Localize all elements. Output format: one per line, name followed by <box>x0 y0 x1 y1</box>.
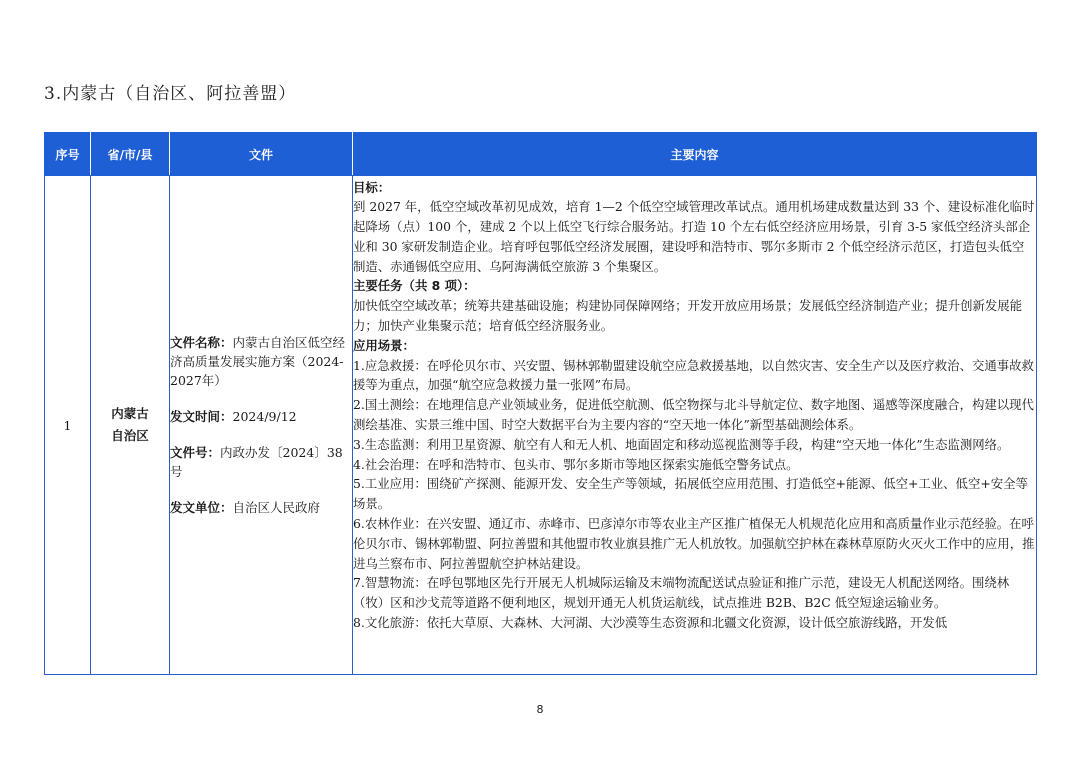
scene-land-surveying: 2.国土测绘：在地理信息产业领域业务，促进低空航测、低空物探与北斗导航定位、数字地图、遥感等深度融合，构建以现代测绘基准、实景三维中国、时空大数据平台为主要内容的“空天地一体化”新型基础测绘体系。 <box>353 397 1034 433</box>
table-header-row <box>45 133 1037 176</box>
file-name-label: 文件名称： <box>170 335 233 350</box>
scene-culture-tourism: 8.文化旅游：依托大草原、大森林、大河湖、大沙漠等生态资源和北疆文化资源，设计低空旅游线路，开发低 <box>353 615 948 631</box>
scene-smart-logistics: 7.智慧物流：在呼包鄂地区先行开展无人机城际运输及末端物流配送试点验证和推广示范，建设无人机配送网络。围绕林（牧）区和沙戈荒等道路不便利地区，规划开通无人机货运航线，试点推进 B2B、B2C 低空短途运输业务。 <box>353 575 1010 611</box>
header-main-content: 主要内容 <box>353 133 1037 176</box>
province-line-1: 内蒙古 <box>111 406 149 421</box>
scenes-heading: 应用场景： <box>353 337 415 353</box>
main-content-cell <box>353 176 1037 675</box>
section-title: 3.内蒙古（自治区、阿拉善盟） <box>44 84 297 104</box>
main-content <box>353 178 1036 673</box>
header-file: 文件 <box>170 133 353 176</box>
scene-eco-monitoring: 3.生态监测：利用卫星资源、航空有人和无人机、地面固定和移动巡视监测等手段，构建“空天地一体化”生态监测网络。 <box>353 436 1010 452</box>
file-issuer-block <box>170 498 352 517</box>
scene-social-governance: 4.社会治理：在呼和浩特市、包头市、鄂尔多斯市等地区探索实施低空警务试点。 <box>353 456 799 472</box>
file-date-block <box>170 407 352 426</box>
row-number: 1 <box>45 176 91 675</box>
header-no: 序号 <box>45 133 91 176</box>
file-name-block <box>170 333 352 390</box>
tasks-heading: 主要任务（共 8 项）： <box>353 278 476 294</box>
scene-agri-forestry: 6.农林作业：在兴安盟、通辽市、赤峰市、巴彦淖尔市等农业主产区推广植保无人机规范化应用和高质量作业示范经验。在呼伦贝尔市、锡林郭勒盟、阿拉善盟和其他盟市牧业旗县推广无人机放牧。加强航空护林在森林草原防火灭火工作中的应用，推进乌兰察布市、阿拉善盟航空护林站建设。 <box>353 516 1035 571</box>
goals-text: 到 2027 年，低空空域改革初见成效，培育 1—2 个低空空域管理改革试点。通用机场建成数量达到 33 个、建设标准化临时起降场（点）100 个，建成 2 个以上低空飞行综合服务站。打造 10 个左右低空经济应用场景，引育 3-5 家低空经济头部企业和 30 家研发制造企业。培育呼包鄂低空经济发展圈，建设呼和浩特市、鄂尔多斯市 2 个低空经济示范区，打造包头低空制造、赤通锡低空应用、乌阿海满低空旅游 3 个集聚区。 <box>353 199 1035 274</box>
table-row <box>45 176 1037 675</box>
file-cell <box>170 176 353 675</box>
scene-emergency-rescue: 1.应急救援：在呼伦贝尔市、兴安盟、锡林郭勒盟建设航空应急救援基地，以自然灾害、安全生产以及医疗救治、交通事故救援等为重点，加强“航空应急救援力量一张网”布局。 <box>353 357 1034 393</box>
policy-table <box>44 132 1037 675</box>
file-issuer-label: 发文单位： <box>170 500 233 515</box>
file-number-block <box>170 443 352 481</box>
scene-industrial: 5.工业应用：围绕矿产探测、能源开发、安全生产等领域，拓展低空应用范围、打造低空+能源、低空+工业、低空+安全等场景。 <box>353 476 1028 512</box>
province-cell <box>91 176 170 675</box>
tasks-text: 加快低空空域改革；统筹共建基础设施；构建协同保障网络；开发开放应用场景；发展低空经济制造产业；提升创新发展能力；加快产业集聚示范；培育低空经济服务业。 <box>353 298 1023 334</box>
file-number-label: 文件号： <box>170 445 221 460</box>
file-date-label: 发文时间： <box>170 409 233 424</box>
goals-heading: 目标： <box>353 179 391 195</box>
header-province: 省/市/县 <box>91 133 170 176</box>
province-line-2: 自治区 <box>111 428 149 443</box>
file-name-value: 内蒙古自治区低空经济高质量发展实施方案（2024-2027年） <box>170 335 346 388</box>
file-number-value: 内政办发〔2024〕38号 <box>170 445 343 479</box>
file-issuer-value: 自治区人民政府 <box>232 500 321 515</box>
file-date-value: 2024/9/12 <box>232 409 297 424</box>
page-number: 8 <box>536 703 544 716</box>
